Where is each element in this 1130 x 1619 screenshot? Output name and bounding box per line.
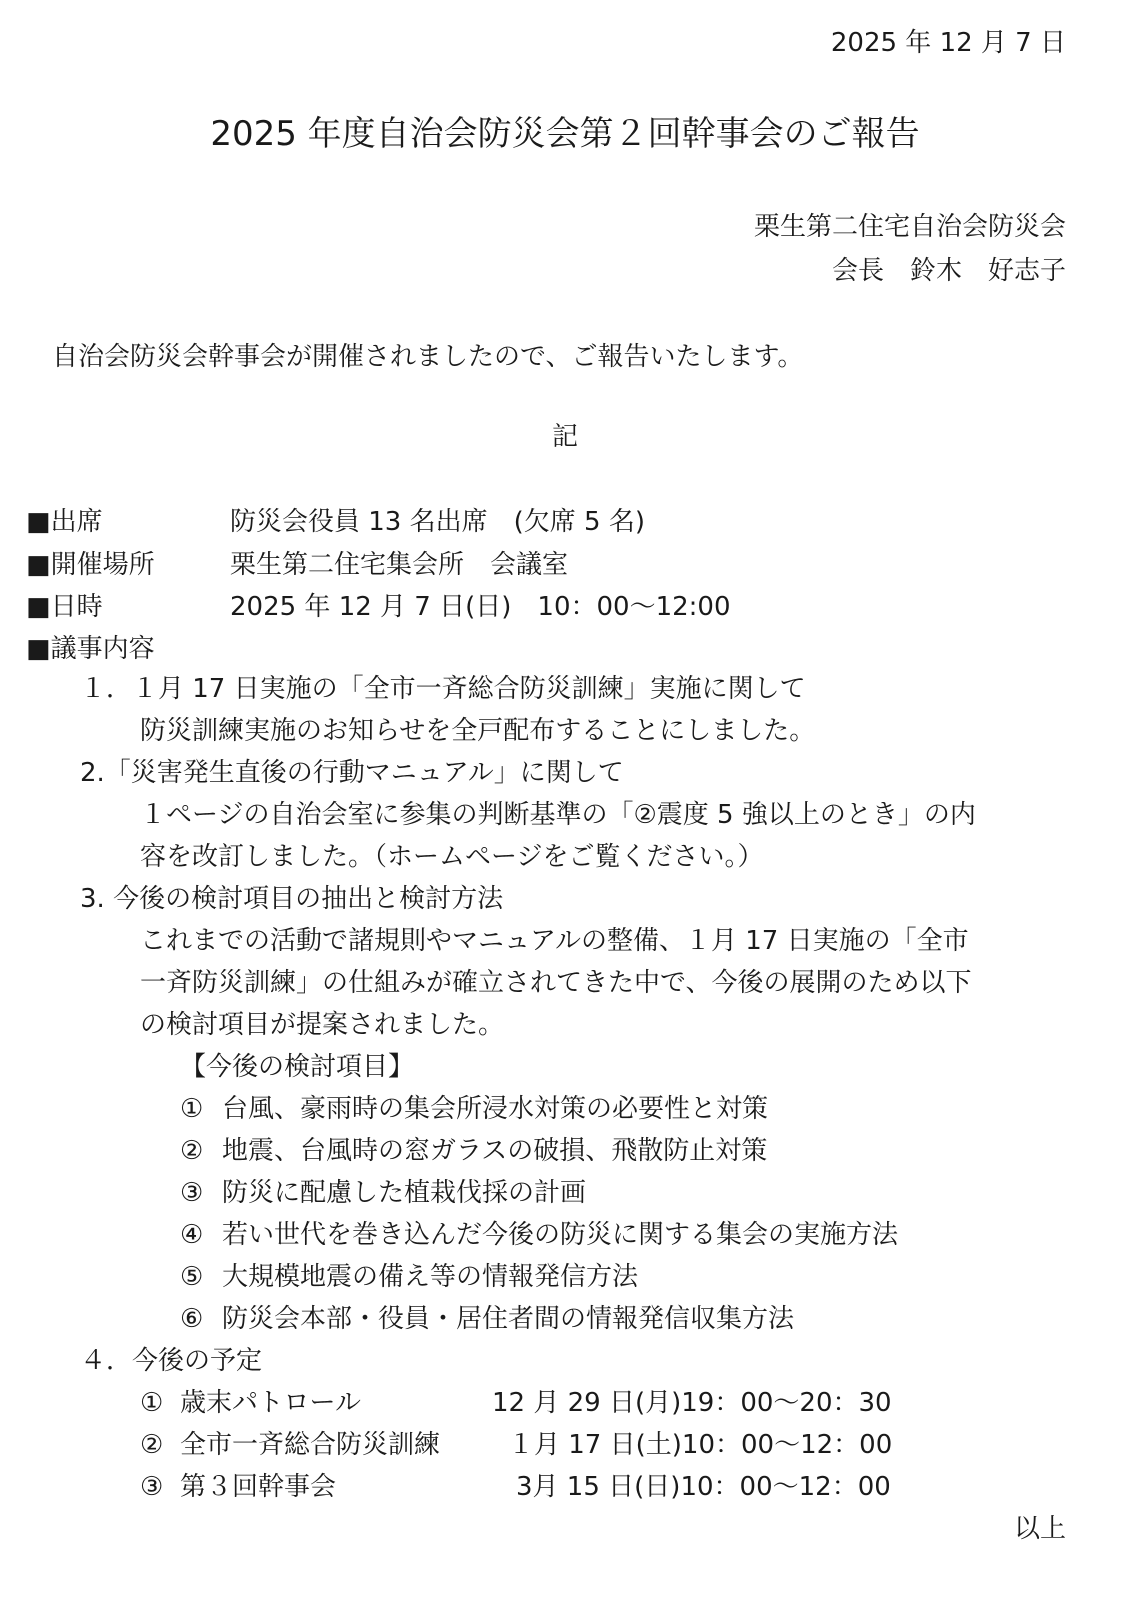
topics-heading: 【今後の検討項目】 [180,1052,415,1082]
agenda-item-2-title: 2.「災害発生直後の行動マニュアル」に関して [80,758,624,788]
topic-text: 地震、台風時の窓ガラスの破損、飛散防止対策 [222,1136,768,1166]
schedule-datetime: １月 17 日(土)10：00〜12：00 [508,1430,893,1460]
document-title: 2025 年度自治会防災会第２回幹事会のご報告 [210,114,920,154]
topic-number: ③ [180,1178,204,1208]
agenda-item-3-body-line: 一斉防災訓練」の仕組みが確立されてきた中で、今後の展開のため以下 [140,968,972,998]
issuer-organization: 栗生第二住宅自治会防災会 [753,212,1066,242]
topic-text: 若い世代を巻き込んだ今後の防災に関する集会の実施方法 [222,1220,899,1250]
ki-heading: 記 [551,422,578,452]
schedule-event: 歳末パトロール [180,1388,361,1418]
attendance-value: 防災会役員 13 名出席 (欠席 5 名) [230,507,645,537]
agenda-item-3-body-line: これまでの活動で諸規則やマニュアルの整備、１月 17 日実施の「全市 [140,926,969,956]
topic-number: ⑤ [180,1262,204,1292]
schedule-event: 全市一斉総合防災訓練 [180,1430,441,1460]
topic-text: 台風、豪雨時の集会所浸水対策の必要性と対策 [222,1094,769,1124]
agenda-item-2-body-line: 容を改訂しました。（ホームページをご覧ください。） [140,842,764,872]
schedule-number: ② [140,1430,164,1460]
schedule-datetime: 12 月 29 日(月)19：00〜20：30 [492,1388,892,1418]
intro-text: 自治会防災会幹事会が開催されましたので、ご報告いたします。 [52,342,804,372]
topic-text: 防災会本部・役員・居住者間の情報発信収集方法 [222,1304,795,1334]
agenda-item-4-title: ４．今後の予定 [80,1346,263,1376]
datetime-value: 2025 年 12 月 7 日(日) 10：00〜12:00 [230,592,731,622]
agenda-item-3-body-line: の検討項目が提案されました。 [140,1010,505,1040]
topic-text: 大規模地震の備え等の情報発信方法 [222,1262,639,1292]
venue-value: 栗生第二住宅集会所 会議室 [230,550,569,580]
topic-number: ② [180,1136,204,1166]
agenda-item-2-body-line: １ページの自治会室に参集の判断基準の「②震度 5 強以上のとき」の内 [140,800,976,830]
venue-label: ■開催場所 [26,550,155,580]
schedule-datetime: 3月 15 日(日)10：00〜12：00 [516,1472,891,1502]
schedule-number: ③ [140,1472,164,1502]
topic-number: ④ [180,1220,204,1250]
agenda-label: ■議事内容 [26,634,155,664]
topic-text: 防災に配慮した植栽伐採の計画 [222,1178,587,1208]
schedule-number: ① [140,1388,164,1418]
agenda-item-3-title: 3. 今後の検討項目の抽出と検討方法 [80,884,504,914]
schedule-event: 第３回幹事会 [180,1472,337,1502]
topic-number: ① [180,1094,204,1124]
topic-number: ⑥ [180,1304,204,1334]
agenda-item-1-title: １．１月 17 日実施の「全市一斉総合防災訓練」実施に関して [80,674,806,704]
datetime-label: ■日時 [26,592,103,622]
agenda-item-1-body: 防災訓練実施のお知らせを全戸配布することにしました。 [140,716,816,746]
closing-text: 以上 [1013,1514,1066,1544]
issuer-chair: 会長 鈴木 好志子 [831,256,1066,286]
attendance-label: ■出席 [26,507,103,537]
document-date: 2025 年 12 月 7 日 [830,28,1066,58]
